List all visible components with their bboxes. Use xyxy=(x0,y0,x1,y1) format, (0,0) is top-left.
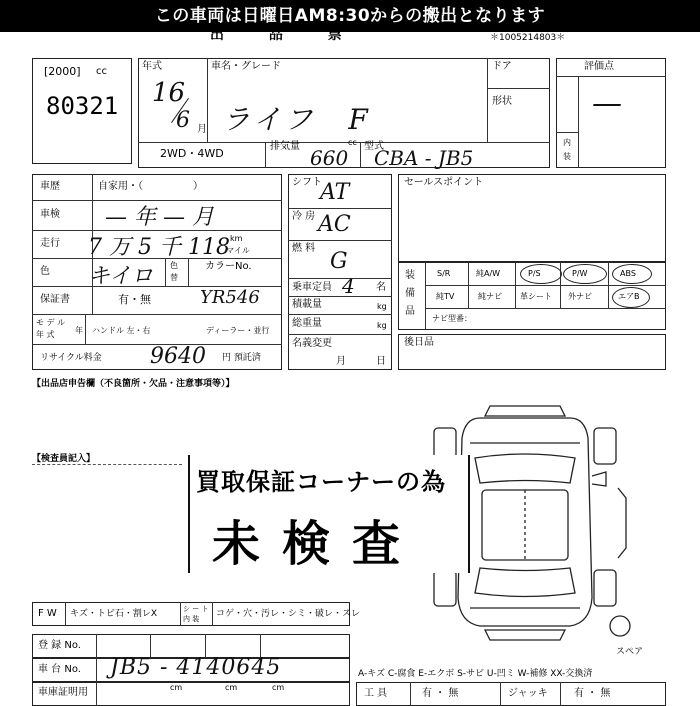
garage-cert-unit-3: cm xyxy=(272,683,285,692)
mileage-km-unit: km xyxy=(230,234,243,243)
model-year-unit: 年 xyxy=(75,326,83,335)
year-label: 年式 xyxy=(142,61,162,72)
seller-report-heading: 【出品店申告欄（不良箇所・欠品・注意事項等）】 xyxy=(32,379,235,389)
sales-point-label: セールスポイント xyxy=(404,177,484,188)
interior-label-2: 装 xyxy=(563,152,571,161)
dealer-label: ディーラー・並行 xyxy=(206,326,270,335)
garage-cert-unit-2: cm xyxy=(225,683,238,692)
recycle-unit: 円 預託済 xyxy=(222,353,261,363)
interior-label-1: 内 xyxy=(563,138,571,147)
inspection-label: 車検 xyxy=(40,209,60,220)
jack-label: ジャッキ xyxy=(508,688,548,699)
tools-options: 有 ・ 無 xyxy=(422,688,459,699)
displacement-value: 660 xyxy=(310,146,349,170)
lot-cc-tag: cc xyxy=(96,66,107,77)
history-value: 自家用・（ ） xyxy=(98,181,203,192)
garage-cert-label: 車庫証明用 xyxy=(38,687,88,698)
model-year-label-2: 年 式 xyxy=(36,330,55,339)
equip-tv: 純TV xyxy=(436,292,455,301)
color-value: キイロ xyxy=(88,264,154,289)
name-change-label: 名義変更 xyxy=(292,338,332,349)
fuel-label: 燃 料 xyxy=(292,243,316,254)
seat-label-2: 内 装 xyxy=(183,615,200,623)
model-label: 型式 xyxy=(364,141,384,152)
equip-navi: 純ナビ xyxy=(478,292,502,301)
model-year-label-1: モ デ ル xyxy=(36,318,66,327)
load-unit: kg xyxy=(377,302,387,311)
model-value: CBA - JB5 xyxy=(374,146,474,170)
damage-legend: A-キズ C-腐食 E-エクボ S-サビ U-凹ミ W-補修 XX-交換済 xyxy=(358,669,593,679)
navi-model-label: ナビ型番： xyxy=(432,314,472,323)
recycle-value: 9640 xyxy=(150,344,206,369)
aircon-label: 冷 房 xyxy=(292,211,316,222)
seat-label-1: シ ー ト xyxy=(183,605,209,613)
history-label: 車歴 xyxy=(40,181,60,192)
serial-number: ＊1005214803＊ xyxy=(490,33,566,43)
top-banner: この車両は日曜日AM8:30からの搬出となります xyxy=(0,0,700,32)
circle-airbag xyxy=(612,287,650,308)
tools-label: 工 具 xyxy=(364,688,388,699)
color-change-1: 色 xyxy=(170,261,178,270)
drive-type: 2WD・4WD xyxy=(160,147,224,160)
capacity-label: 乗車定員 xyxy=(292,282,332,293)
displacement-unit: cc xyxy=(348,138,357,147)
after-delivery-label: 後日品 xyxy=(404,337,434,348)
name-grade-value: ライフ F xyxy=(222,103,372,136)
mileage-mile-unit: マイル xyxy=(226,246,250,255)
year-value: 16 xyxy=(152,78,186,108)
equipment-label-1: 装 xyxy=(405,270,415,281)
mileage-value: 7 万 5 千 118 xyxy=(88,235,230,260)
chassis-label: 車 台 No. xyxy=(38,664,81,675)
equip-power-windows: P/W xyxy=(572,269,588,278)
mileage-label: 走行 xyxy=(40,238,60,249)
month-value: 6 xyxy=(176,108,190,133)
equip-aftermarket-navi: 外ナビ xyxy=(568,292,592,301)
handle-label: ハンドル 左・右 xyxy=(92,326,151,335)
month-unit: 月 xyxy=(197,124,207,135)
color-label: 色 xyxy=(40,266,50,277)
name-grade-label: 車名・グレード xyxy=(211,61,281,72)
sheet-title: 出 品 票 xyxy=(210,27,362,43)
warranty-label: 保証書 xyxy=(40,294,70,305)
equip-power-steering: P/S xyxy=(528,269,541,278)
rating-label: 評価点 xyxy=(584,61,614,72)
gross-unit: kg xyxy=(377,321,387,330)
gross-label: 総重量 xyxy=(292,318,322,329)
aircon-value: AC xyxy=(318,212,351,237)
equip-abs: ABS xyxy=(620,269,636,278)
shape-label: 形状 xyxy=(492,96,512,107)
fw-text: キズ・トビ石・割レX xyxy=(70,609,157,619)
jack-options: 有 ・ 無 xyxy=(574,688,611,699)
fw-label: F W xyxy=(38,608,57,619)
shift-label: シフト xyxy=(292,177,322,188)
equip-airbag: エアB xyxy=(618,292,640,301)
garage-cert-unit-1: cm xyxy=(170,683,183,692)
name-change-month: 月 xyxy=(336,356,346,367)
equip-leather-seat: 革シート xyxy=(520,292,552,301)
equip-sr: S/R xyxy=(437,269,451,278)
circle-power-steering xyxy=(520,264,562,284)
after-delivery-box xyxy=(398,334,666,370)
equip-alloy-wheels: 純A/W xyxy=(476,269,501,278)
inspector-heading: 【検査員記入】 xyxy=(32,454,96,464)
registration-label: 登 録 No. xyxy=(38,640,81,651)
inspection-value: — 年 — 月 xyxy=(105,205,214,230)
lot-year-tag: [2000] xyxy=(44,65,81,78)
name-change-day: 日 xyxy=(376,356,386,367)
load-label: 積載量 xyxy=(292,299,322,310)
color-code-value: YR546 xyxy=(200,287,260,308)
recycle-label: リサイクル料金 xyxy=(40,353,102,363)
rating-value: — xyxy=(592,86,622,121)
color-change-2: 替 xyxy=(170,273,178,282)
chassis-value: JB5 - 4140645 xyxy=(110,655,282,680)
fuel-value: G xyxy=(330,249,348,274)
seat-text: コゲ・穴・汚レ・シミ・破レ・スレ xyxy=(216,609,361,619)
capacity-value: 4 xyxy=(342,274,355,298)
displacement-label: 排気量 xyxy=(270,141,300,152)
circle-power-windows xyxy=(563,264,607,284)
door-label: ドア xyxy=(492,61,512,72)
stamp-line-2: 未検査 xyxy=(212,516,423,572)
color-code-label: カラーNo. xyxy=(205,261,252,272)
equipment-label-3: 品 xyxy=(405,306,415,317)
spare-label: スペア xyxy=(616,647,644,657)
stamp-line-1: 買取保証コーナーの為 xyxy=(196,468,446,496)
shift-value: AT xyxy=(320,180,350,205)
capacity-unit: 名 xyxy=(376,282,386,293)
lot-number: 80321 xyxy=(46,92,119,120)
warranty-options: 有・無 xyxy=(118,293,151,306)
equipment-label-2: 備 xyxy=(405,288,415,299)
circle-abs xyxy=(612,264,652,284)
